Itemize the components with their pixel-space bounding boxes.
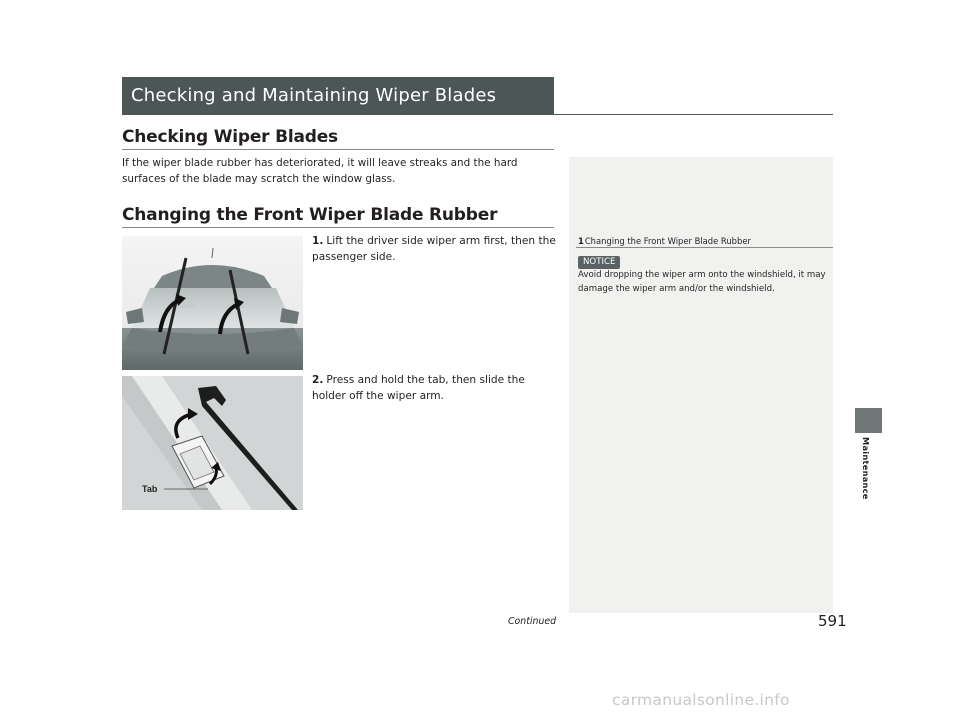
notice-text: Avoid dropping the wiper arm onto the windshield, it may damage the wiper arm and/or the windshield. [578, 270, 826, 294]
step-1-number: 1. [312, 235, 324, 247]
changing-heading: Changing the Front Wiper Blade Rubber [122, 205, 498, 225]
page-number: 591 [818, 612, 847, 630]
chapter-tab-label: Maintenance [861, 437, 871, 500]
chapter-tab-block[interactable] [855, 408, 882, 433]
car-front-icon [122, 236, 303, 370]
watermark: carmanualsonline.info [612, 691, 790, 709]
step-2 [312, 372, 556, 404]
checking-heading: Checking Wiper Blades [122, 127, 338, 147]
banner-rule [554, 114, 833, 115]
step-2-number: 2. [312, 374, 324, 386]
step-1 [312, 233, 556, 265]
side-note-ref-icon: 1 [578, 236, 584, 246]
checking-body: If the wiper blade rubber has deteriorated, it will leave streaks and the hard surfaces of the blade may scratch the window glass. [122, 157, 518, 185]
wiper-holder-icon [122, 376, 303, 510]
side-note-title [578, 236, 751, 246]
step-2-text: Press and hold the tab, then slide the holder off the wiper arm. [312, 374, 525, 402]
side-note-title-text: Changing the Front Wiper Blade Rubber [584, 236, 751, 246]
changing-heading-rule [122, 227, 554, 228]
continued-label: Continued [508, 616, 557, 627]
checking-heading-rule [122, 149, 554, 150]
step-1-text: Lift the driver side wiper arm first, then the passenger side. [312, 235, 556, 263]
side-note-rule [576, 247, 833, 248]
notice-badge: NOTICE [578, 256, 620, 269]
side-note-panel [569, 157, 833, 613]
section-banner: Checking and Maintaining Wiper Blades [122, 77, 554, 115]
wiper-lift-illustration [122, 236, 303, 370]
wiper-tab-illustration [122, 376, 303, 510]
tab-callout-label: Tab [142, 484, 158, 494]
